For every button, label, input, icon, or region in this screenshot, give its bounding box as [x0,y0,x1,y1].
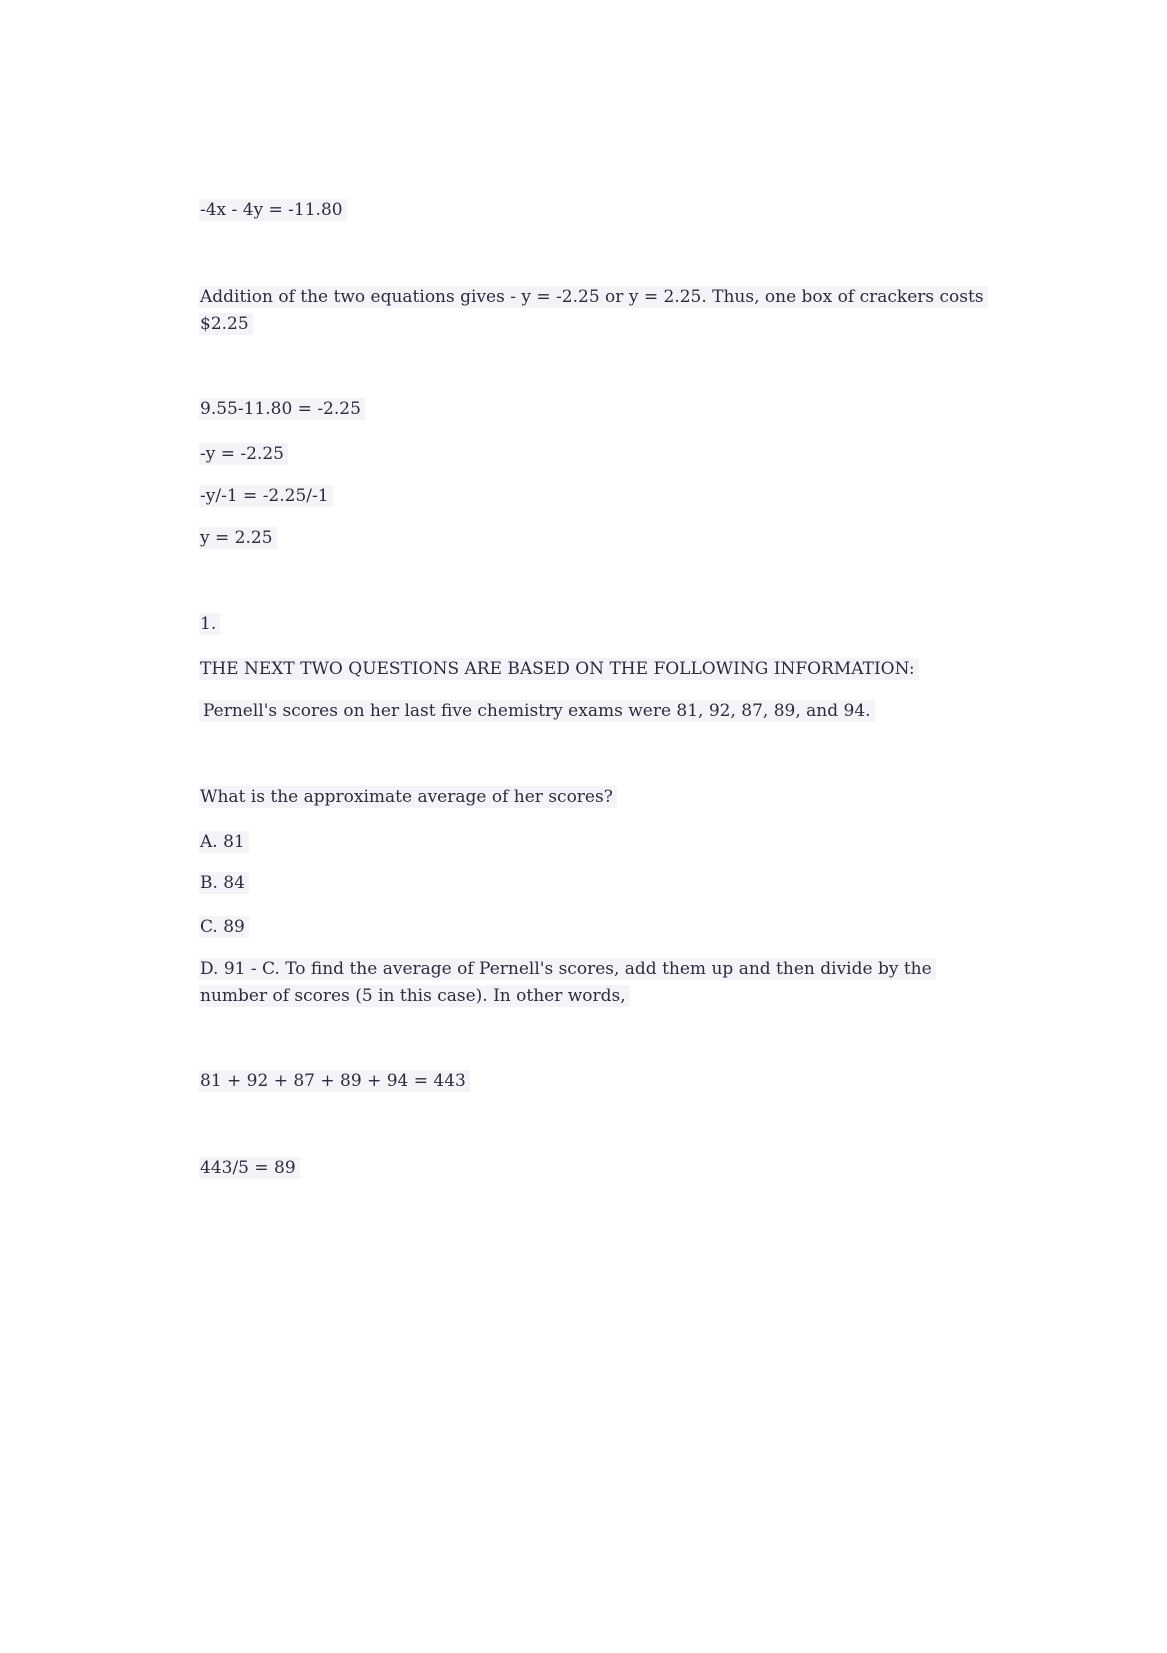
question-text: What is the approximate average of her scores? [199,784,617,810]
answer-option-c: C. 89 [199,914,249,940]
info-line: Pernell's scores on her last five chemistry exams were 81, 92, 87, 89, and 94. [199,698,875,724]
answer-option-b: B. 84 [199,870,249,896]
equation-line: 443/5 = 89 [199,1155,300,1181]
section-heading: THE NEXT TWO QUESTIONS ARE BASED ON THE FOLLOWING INFORMATION: [199,656,919,682]
equation-line: 81 + 92 + 87 + 89 + 94 = 443 [199,1068,470,1094]
explanation-line: number of scores (5 in this case). In other words, [199,983,630,1009]
answer-option-d: D. 91 - C. To find the average of Pernell's scores, add them up and then divide by the [199,956,936,982]
equation-line: -y/-1 = -2.25/-1 [199,483,333,509]
explanation-line: Addition of the two equations gives - y = -2.25 or y = 2.25. Thus, one box of crackers costs [199,284,988,310]
equation-line: 9.55-11.80 = -2.25 [199,396,365,422]
equation-line: -4x - 4y = -11.80 [199,197,347,223]
explanation-line: $2.25 [199,311,253,337]
equation-line: -y = -2.25 [199,441,288,467]
answer-option-a: A. 81 [199,829,249,855]
equation-line: y = 2.25 [199,525,277,551]
question-number: 1. [199,611,220,637]
